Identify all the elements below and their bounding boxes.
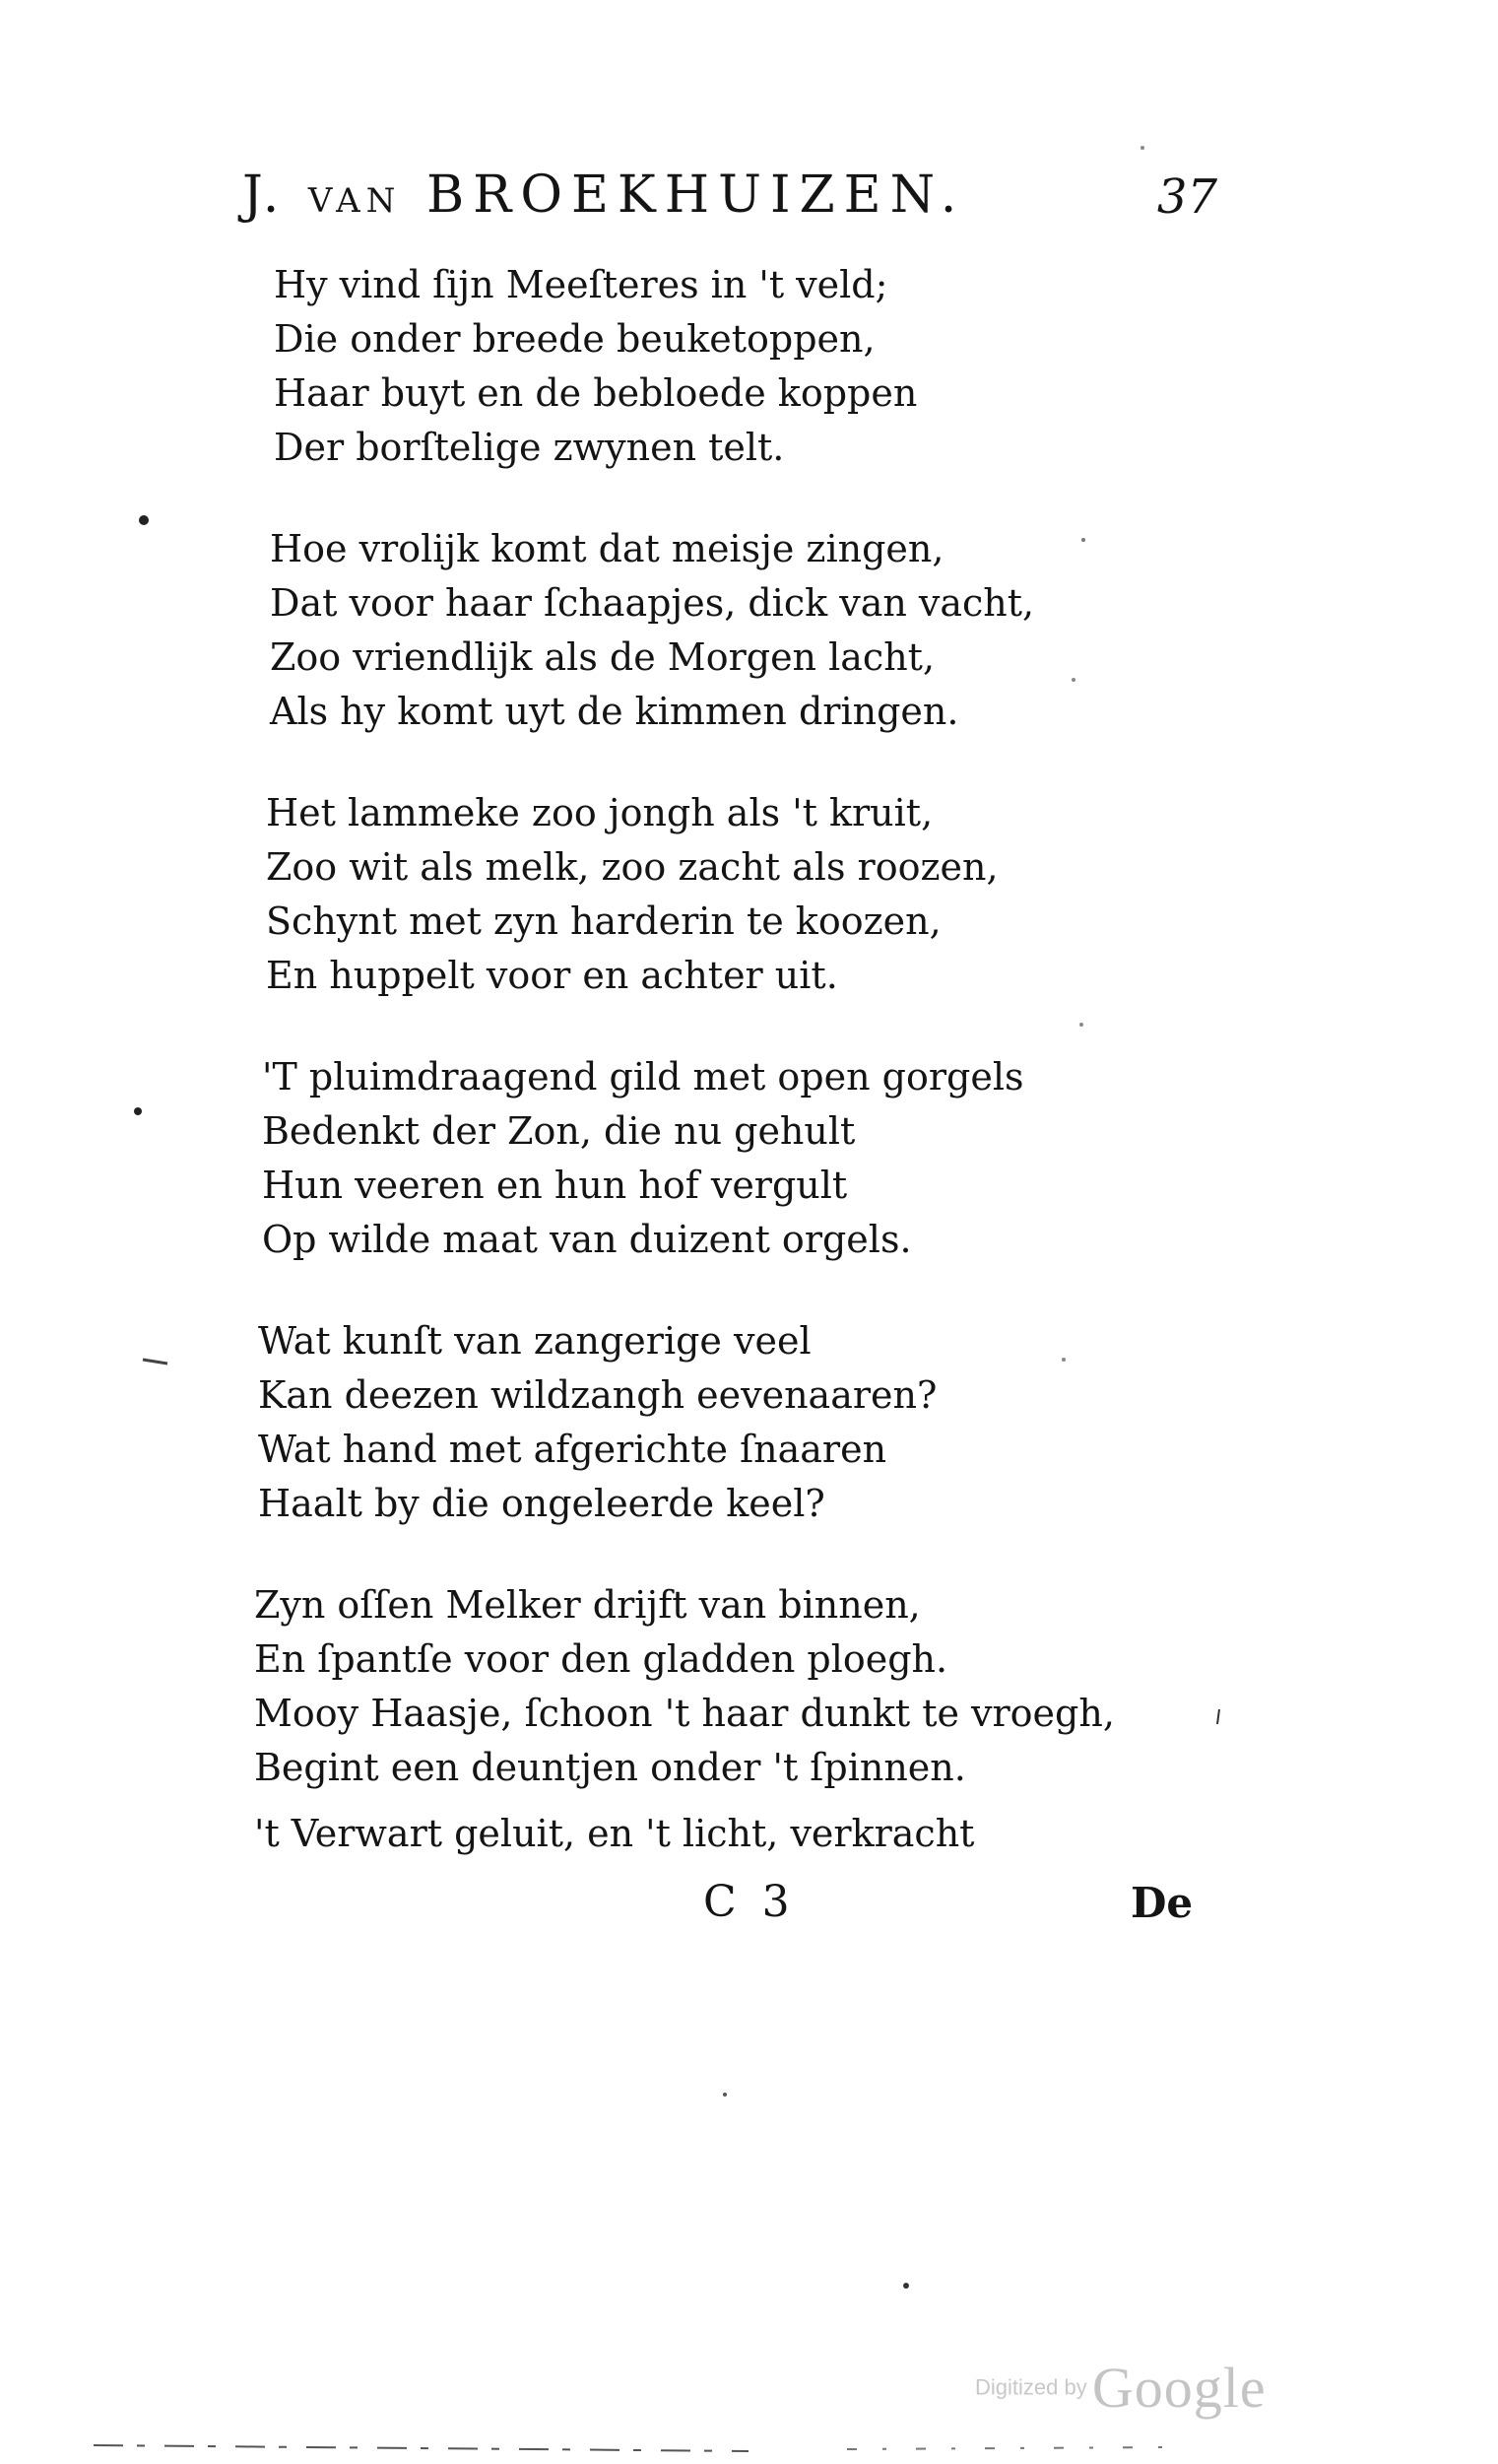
verse-line: En ſpantſe voor den gladden ploegh. (254, 1637, 948, 1681)
verse-line: Haar buyt en de bebloede koppen (274, 371, 918, 415)
author-surname: BROEKHUIZEN. (425, 166, 966, 225)
stanza (252, 1050, 1139, 1267)
continuation-line: 't Verwart geluit, en 't licht, verkracht (254, 1812, 975, 1855)
running-title (242, 166, 965, 225)
running-head (242, 166, 1217, 244)
verse-line: Hoe vrolijk komt dat meisje zingen, (270, 527, 944, 570)
verse-line: Wat kunſt van zangerige veel (258, 1319, 812, 1363)
verse-line: Begint een deuntjen onder 't ſpinnen. (254, 1746, 966, 1789)
verse-line: Hy vind ſijn Meeſteres in 't veld; (274, 263, 888, 306)
verse-line: Haalt by die ongeleerde keel? (258, 1482, 825, 1525)
verse-line: Dat voor haar ſchaapjes, dick van vacht, (270, 581, 1035, 625)
stanza (252, 786, 1139, 1003)
verse-line: Mooy Haasje, ſchoon 't haar dunkt te vroegh, (254, 1692, 1115, 1735)
page-number: 37 (1156, 169, 1217, 225)
verse-line: Wat hand met afgerichte ſnaaren (258, 1428, 887, 1471)
catchword: De (1131, 1879, 1194, 1927)
stanza (252, 522, 1139, 739)
author-initial: J. (242, 166, 284, 225)
verse-line: Kan deezen wildzangh eevenaaren? (258, 1373, 938, 1417)
verse-line: Zoo vriendlijk als de Morgen lacht, (270, 635, 936, 679)
page-footer (0, 1877, 1498, 1946)
poem-body (252, 258, 1139, 1842)
verse-line: Hun veeren en hun hof vergult (262, 1164, 848, 1207)
digitized-watermark (975, 2355, 1290, 2433)
watermark-prefix: Digitized by (975, 2374, 1087, 2400)
verse-line: Als hy komt uyt de kimmen dringen. (270, 690, 959, 733)
verse-line: Het lammeke zoo jongh als 't kruit, (266, 791, 934, 834)
stanza (252, 1314, 1139, 1531)
verse-line: Bedenkt der Zon, die nu gehult (262, 1109, 856, 1153)
verse-line: Zyn oſſen Melker drijft van binnen, (254, 1583, 921, 1627)
verse-line: En huppelt voor en achter uit. (266, 954, 838, 997)
watermark-brand: Google (1091, 2356, 1267, 2420)
stanza (252, 258, 1139, 475)
verse-line: 'T pluimdraagend gild met open gorgels (262, 1055, 1024, 1099)
signature-mark: C 3 (703, 1877, 796, 1927)
verse-line: Op wilde maat van duizent orgels. (262, 1218, 912, 1261)
verse-line: Schynt met zyn harderin te koozen, (266, 899, 942, 943)
verse-line: Der borſtelige zwynen telt. (274, 426, 785, 469)
stanza (252, 1578, 1139, 1795)
verse-line: Die onder breede beuketoppen, (274, 317, 876, 361)
verse-line: Zoo wit als melk, zoo zacht als roozen, (266, 845, 999, 889)
author-particle: VAN (307, 181, 402, 221)
